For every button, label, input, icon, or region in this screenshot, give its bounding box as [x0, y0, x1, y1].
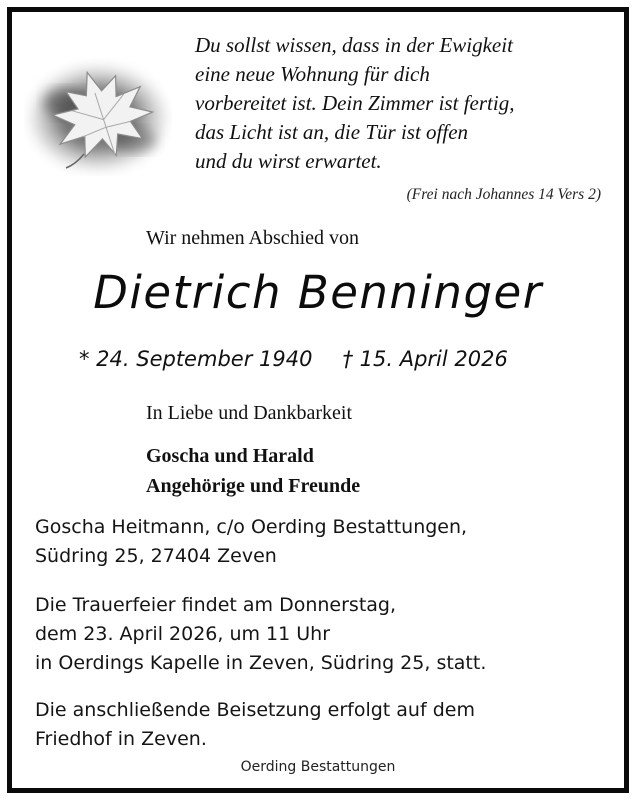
ceremony-line: Die Trauerfeier findet am Donnerstag,: [35, 594, 397, 616]
death-date: † 15. April 2026: [342, 347, 508, 371]
poem-line: vorbereitet ist. Dein Zimmer ist fertig,: [195, 91, 515, 115]
poem-line: Du sollst wissen, dass in der Ewigkeit: [195, 33, 513, 57]
birth-date: * 24. September 1940: [79, 347, 313, 371]
poem-source: (Frei nach Johannes 14 Vers 2): [406, 186, 601, 203]
thanks-line: In Liebe und Dankbarkeit: [146, 402, 353, 424]
burial-line: Die anschließende Beisetzung erfolgt auf dem: [35, 699, 475, 721]
ceremony-line: dem 23. April 2026, um 11 Uhr: [35, 623, 331, 645]
mourners: [146, 441, 360, 501]
ceremony-line: in Oerdings Kapelle in Zeven, Südring 25, statt.: [35, 652, 487, 674]
address-line: Südring 25, 27404 Zeven: [35, 545, 277, 567]
mourner-line: Goscha und Harald: [146, 445, 314, 467]
farewell-intro: Wir nehmen Abschied von: [146, 227, 360, 249]
undertaker-name: Oerding Bestattungen: [240, 759, 396, 775]
contact-address: [35, 513, 467, 571]
poem-line: eine neue Wohnung für dich: [195, 62, 430, 86]
poem-line: das Licht ist an, die Tür ist offen: [195, 120, 469, 144]
mourner-line: Angehörige und Freunde: [146, 475, 361, 497]
funeral-service-info: [35, 591, 486, 678]
burial-line: Friedhof in Zeven.: [35, 728, 207, 750]
poem-line: und du wirst erwartet.: [195, 149, 382, 173]
poem-verse: [195, 31, 605, 176]
maple-leaf-icon: [24, 58, 172, 176]
deceased-name: Dietrich Benninger: [93, 266, 543, 319]
burial-info: [35, 696, 475, 754]
address-line: Goscha Heitmann, c/o Oerding Bestattungen,: [35, 516, 468, 538]
life-dates: [79, 347, 508, 371]
